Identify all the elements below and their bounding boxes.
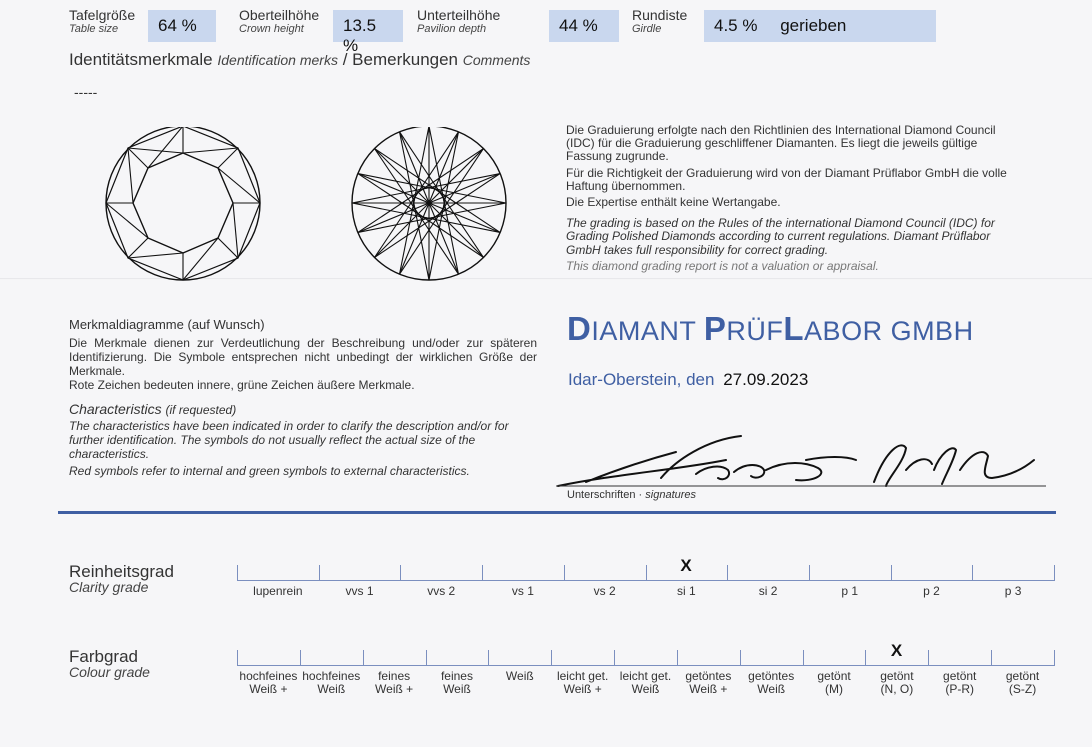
clarity-title-en: Clarity grade bbox=[69, 579, 149, 595]
colour-grade-label: feines Weiß bbox=[440, 669, 473, 696]
characteristics-text-de-2: Rote Zeichen bedeuten innere, grüne Zeichen äußere Merkmale. bbox=[69, 378, 415, 392]
identification-heading bbox=[69, 50, 530, 70]
signatures-label-en: signatures bbox=[645, 489, 697, 501]
colour-scale-tick bbox=[551, 650, 552, 666]
grading-note-de-1: Die Graduierung erfolgte nach den Richtlinien des International Diamond Council (IDC) für die Graduierung geschliffener Diamanten. Es liegt die jeweils gültige Fassung zugrunde. bbox=[566, 123, 996, 164]
characteristics-title-de-text: Merkmaldiagramme bbox=[69, 317, 184, 332]
clarity-scale-tick bbox=[1054, 565, 1055, 581]
crown-diagram bbox=[102, 127, 264, 281]
girdle-value bbox=[704, 10, 936, 42]
colour-scale-tick bbox=[1054, 650, 1055, 666]
pavilion-depth-label bbox=[417, 8, 500, 35]
colour-grade-label: hochfeines Weiß + bbox=[239, 669, 298, 696]
clarity-grade-label: vs 1 bbox=[511, 584, 534, 598]
place-date bbox=[568, 370, 808, 390]
characteristics-text-en: The characteristics have been indicated in order to clarify the description and/or for further identification. The symbols do not usually reflect the actual size of the characteristics. bbox=[69, 419, 509, 461]
colour-scale-tick bbox=[865, 650, 866, 666]
colour-scale-tick bbox=[991, 650, 992, 666]
clarity-grade-label: vs 2 bbox=[593, 584, 616, 598]
place-label: Idar-Oberstein, den bbox=[568, 370, 715, 389]
clarity-grade-label: p 1 bbox=[841, 584, 859, 598]
girdle-percent: 4.5 % bbox=[714, 16, 758, 35]
colour-grade-label: getönt (N, O) bbox=[880, 669, 914, 696]
table-size-label bbox=[69, 8, 135, 35]
grading-notes bbox=[566, 124, 1012, 276]
characteristics-block bbox=[69, 318, 537, 478]
signature-image bbox=[556, 430, 1046, 496]
characteristics-title-en bbox=[69, 402, 537, 417]
girdle-label-en: Girdle bbox=[632, 23, 662, 35]
signatures-label bbox=[567, 489, 696, 501]
pavilion-depth-label-de: Unterteilhöhe bbox=[417, 7, 501, 23]
grading-note-en-2: This diamond grading report is not a valuation or appraisal. bbox=[566, 258, 879, 273]
clarity-scale-tick bbox=[727, 565, 728, 581]
identification-title-en: Identification merks bbox=[217, 52, 338, 68]
table-size-label-de: Tafelgröße bbox=[69, 7, 136, 23]
report-date: 27.09.2023 bbox=[723, 370, 809, 389]
company-name-part: D bbox=[567, 310, 592, 347]
colour-scale-tick bbox=[677, 650, 678, 666]
clarity-scale-tick bbox=[482, 565, 483, 581]
signature-strokes bbox=[556, 436, 1046, 486]
colour-scale-tick bbox=[300, 650, 301, 666]
grading-note-de-3: Die Expertise enthält keine Wertangabe. bbox=[566, 195, 781, 210]
crown-height-value: 13.5 % bbox=[333, 10, 403, 42]
crown-height-label bbox=[239, 8, 319, 35]
pavilion-depth-label-en: Pavilion depth bbox=[417, 23, 487, 35]
colour-scale-tick bbox=[363, 650, 364, 666]
identification-separator: / bbox=[342, 50, 348, 69]
company-name-part: ABOR GMBH bbox=[804, 316, 974, 346]
clarity-scale-tick bbox=[237, 565, 238, 581]
clarity-grade-label: si 1 bbox=[677, 584, 696, 598]
section-divider bbox=[58, 511, 1056, 514]
girdle-finish: gerieben bbox=[780, 16, 847, 35]
signatures-label-de: Unterschriften bbox=[567, 489, 636, 501]
colour-grade-label: hochfeines Weiß bbox=[302, 669, 361, 696]
colour-grade-label: leicht get. Weiß bbox=[619, 669, 672, 696]
clarity-scale-tick bbox=[646, 565, 647, 581]
clarity-scale-tick bbox=[891, 565, 892, 581]
colour-scale-line bbox=[237, 665, 1054, 666]
characteristics-title-de bbox=[69, 318, 537, 332]
colour-heading bbox=[69, 648, 150, 680]
characteristics-text-de: Die Merkmale dienen zur Verdeutlichung der Beschreibung und/oder zur späteren Identifizierung. Die Symbole entsprechen nicht unbedingt der wirklichen Größe der Merkmale. bbox=[69, 336, 537, 378]
girdle-label-de: Rundiste bbox=[632, 7, 688, 23]
colour-scale-tick bbox=[803, 650, 804, 666]
clarity-selected-mark: X bbox=[680, 556, 692, 575]
company-name-part: IAMANT bbox=[591, 316, 704, 346]
characteristics-text-en-2: Red symbols refer to internal and green symbols to external characteristics. bbox=[69, 464, 470, 478]
signatures-separator: · bbox=[638, 489, 643, 501]
remarks-title-en: Comments bbox=[462, 52, 531, 68]
clarity-grade-label: vvs 1 bbox=[345, 584, 374, 598]
clarity-heading bbox=[69, 563, 174, 595]
company-name-part: L bbox=[783, 310, 805, 347]
colour-scale-tick bbox=[237, 650, 238, 666]
clarity-scale-tick bbox=[319, 565, 320, 581]
grading-note-en-1: The grading is based on the Rules of the international Diamond Council (IDC) for Grading Polished Diamonds according to current regulations. Diamant Prüflabor GmbH takes full responsibility for correct grading. bbox=[566, 216, 995, 257]
characteristics-title-de-suffix: (auf Wunsch) bbox=[187, 317, 265, 332]
company-name-part: P bbox=[703, 310, 727, 347]
colour-scale-tick bbox=[928, 650, 929, 666]
clarity-grade-label: p 3 bbox=[1004, 584, 1022, 598]
crown-facets bbox=[106, 127, 260, 280]
clarity-scale-tick bbox=[400, 565, 401, 581]
table-size-label-en: Table size bbox=[69, 23, 119, 35]
clarity-grade-label: si 2 bbox=[758, 584, 778, 598]
clarity-scale-tick bbox=[564, 565, 565, 581]
grading-note-de-2: Für die Richtigkeit der Graduierung wird von der Diamant Prüflabor GmbH die volle Haftung übernommen. bbox=[566, 165, 1007, 193]
colour-scale-tick bbox=[614, 650, 615, 666]
company-name bbox=[567, 310, 974, 348]
crown-height-label-en: Crown height bbox=[239, 23, 304, 35]
pavilion-depth-value: 44 % bbox=[549, 10, 619, 42]
pavilion-facets bbox=[352, 127, 506, 280]
colour-selected-mark: X bbox=[890, 641, 903, 660]
colour-scale-tick bbox=[488, 650, 489, 666]
colour-grade-label: getöntes Weiß + bbox=[685, 669, 732, 696]
clarity-grade-label: lupenrein bbox=[253, 584, 303, 598]
colour-scale-tick bbox=[426, 650, 427, 666]
clarity-scale-tick bbox=[809, 565, 810, 581]
crown-height-label-de: Oberteilhöhe bbox=[239, 7, 320, 23]
colour-grade-label: Weiß bbox=[505, 669, 534, 683]
clarity-grade-label: p 2 bbox=[923, 584, 940, 598]
remarks-title-de: Bemerkungen bbox=[352, 50, 459, 69]
colour-grade-label: getönt (P-R) bbox=[943, 669, 977, 696]
colour-title-de: Farbgrad bbox=[69, 647, 138, 666]
colour-grade-label: getönt (S-Z) bbox=[1005, 669, 1040, 696]
table-size-value: 64 % bbox=[148, 10, 216, 42]
colour-grade-label: feines Weiß + bbox=[375, 669, 414, 696]
characteristics-title-en-text: Characteristics bbox=[69, 401, 162, 417]
colour-grade-label: getöntes Weiß bbox=[748, 669, 795, 696]
clarity-grade-label: vvs 2 bbox=[427, 584, 456, 598]
company-name-part: RÜF bbox=[726, 316, 784, 346]
colour-grade-label: leicht get. Weiß + bbox=[556, 669, 609, 696]
identification-value: ----- bbox=[74, 84, 98, 100]
girdle-label bbox=[632, 8, 687, 35]
characteristics-title-en-suffix: (if requested) bbox=[165, 403, 237, 417]
colour-scale-tick bbox=[740, 650, 741, 666]
clarity-scale-tick bbox=[972, 565, 973, 581]
identification-title-de: Identitätsmerkmale bbox=[69, 50, 213, 69]
clarity-title-de: Reinheitsgrad bbox=[69, 562, 174, 581]
pavilion-diagram bbox=[348, 127, 510, 281]
colour-title-en: Colour grade bbox=[69, 664, 150, 680]
colour-grade-label: getönt (M) bbox=[817, 669, 851, 696]
